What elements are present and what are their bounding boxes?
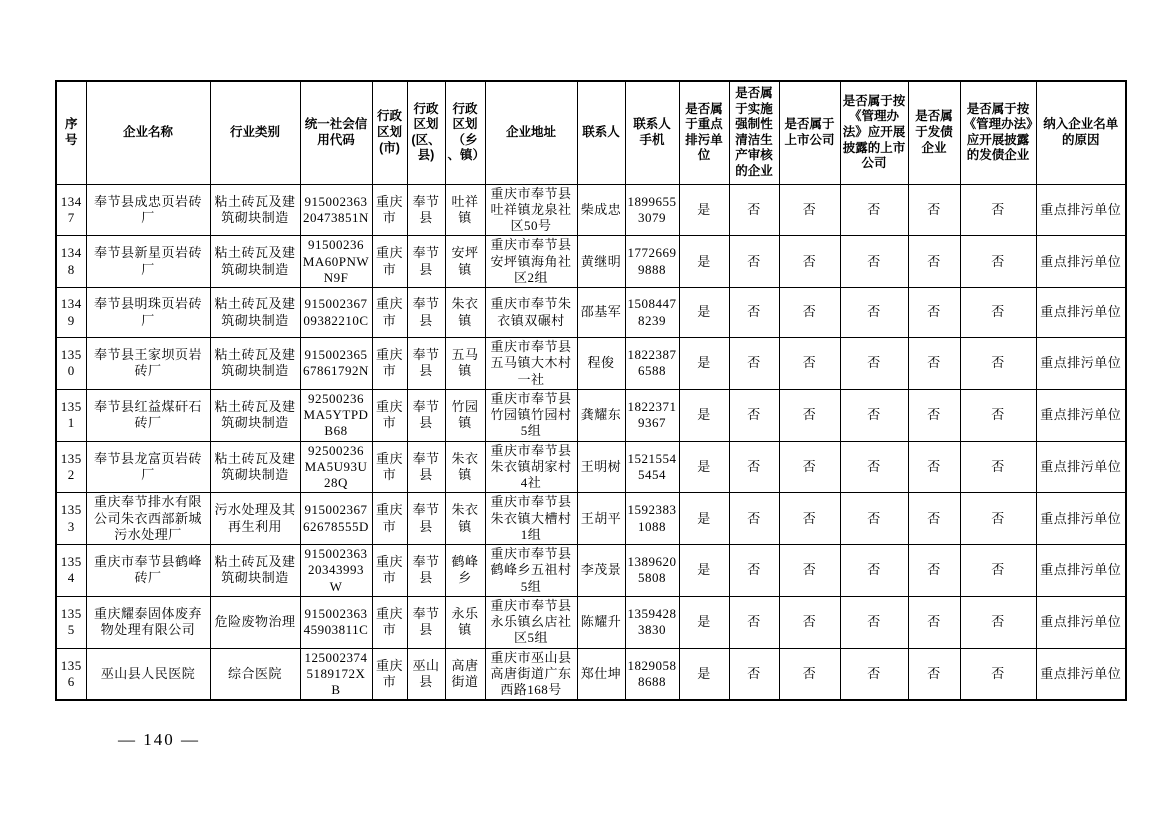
cell-is-key-pollutant-discharger: 是 [679,648,729,700]
cell-serial-number: 1348 [56,236,86,288]
cell-company-name: 重庆市奉节县鹤峰砖厂 [86,545,210,597]
cell-admin-division-city: 重庆市 [372,236,407,288]
cell-is-disclosure-listed-company: 否 [840,389,908,441]
cell-company-name: 奉节县明珠页岩砖厂 [86,288,210,338]
cell-is-bond-issuer: 否 [908,184,960,236]
cell-contact-phone: 13896205808 [625,545,679,597]
cell-contact-phone: 15215545454 [625,441,679,493]
cell-admin-division-district: 奉节县 [407,338,445,390]
table-row [56,389,1126,441]
cell-is-bond-issuer: 否 [908,288,960,338]
cell-is-listed-company: 否 [779,338,840,390]
header-credit-code: 统一社会信用代码 [300,81,372,184]
table-row [56,338,1126,390]
cell-credit-code: 91500236320473851N [300,184,372,236]
cell-admin-division-town: 永乐镇 [445,596,485,648]
cell-admin-division-city: 重庆市 [372,493,407,545]
header-is-disclosure-listed-company: 是否属于按《管理办法》应开展披露的上市公司 [840,81,908,184]
cell-is-bond-issuer: 否 [908,389,960,441]
header-row [56,81,1126,184]
cell-credit-code: 91500236320343993W [300,545,372,597]
table-body [56,184,1126,700]
header-contact-phone: 联系人手机 [625,81,679,184]
cell-company-name: 奉节县新星页岩砖厂 [86,236,210,288]
cell-admin-division-district: 奉节县 [407,493,445,545]
cell-company-address: 重庆市奉节县五马镇大木村一社 [485,338,577,390]
cell-industry-category: 粘土砖瓦及建筑砌块制造 [210,441,300,493]
cell-company-name: 巫山县人民医院 [86,648,210,700]
header-admin-division-town: 行政区划（乡、镇） [445,81,485,184]
header-company-address: 企业地址 [485,81,577,184]
cell-is-mandatory-clean-production-audit: 否 [729,184,779,236]
cell-is-bond-issuer: 否 [908,338,960,390]
cell-is-key-pollutant-discharger: 是 [679,389,729,441]
header-admin-division-district: 行政区划(区、县) [407,81,445,184]
cell-is-disclosure-bond-issuer: 否 [960,338,1036,390]
cell-reason-for-inclusion: 重点排污单位 [1036,648,1126,700]
cell-serial-number: 1351 [56,389,86,441]
cell-admin-division-town: 五马镇 [445,338,485,390]
cell-admin-division-district: 奉节县 [407,236,445,288]
cell-company-address: 重庆市巫山县高唐街道广东西路168号 [485,648,577,700]
cell-is-bond-issuer: 否 [908,596,960,648]
cell-is-bond-issuer: 否 [908,236,960,288]
cell-is-key-pollutant-discharger: 是 [679,236,729,288]
cell-contact-phone: 13594283830 [625,596,679,648]
cell-industry-category: 粘土砖瓦及建筑砌块制造 [210,288,300,338]
cell-admin-division-city: 重庆市 [372,184,407,236]
cell-admin-division-city: 重庆市 [372,338,407,390]
cell-admin-division-town: 安坪镇 [445,236,485,288]
cell-reason-for-inclusion: 重点排污单位 [1036,389,1126,441]
cell-is-mandatory-clean-production-audit: 否 [729,596,779,648]
cell-is-key-pollutant-discharger: 是 [679,184,729,236]
cell-contact-phone: 17726699888 [625,236,679,288]
cell-is-bond-issuer: 否 [908,441,960,493]
cell-admin-division-district: 奉节县 [407,288,445,338]
cell-reason-for-inclusion: 重点排污单位 [1036,338,1126,390]
cell-reason-for-inclusion: 重点排污单位 [1036,493,1126,545]
cell-is-disclosure-listed-company: 否 [840,545,908,597]
cell-company-address: 重庆市奉节县永乐镇幺店社区5组 [485,596,577,648]
cell-serial-number: 1352 [56,441,86,493]
cell-is-key-pollutant-discharger: 是 [679,441,729,493]
table-row [56,596,1126,648]
cell-contact-person: 程俊 [577,338,625,390]
cell-contact-phone: 18223719367 [625,389,679,441]
cell-is-disclosure-listed-company: 否 [840,648,908,700]
cell-credit-code: 91500236345903811C [300,596,372,648]
cell-admin-division-district: 奉节县 [407,596,445,648]
cell-credit-code: 91500236709382210C [300,288,372,338]
table-row [56,545,1126,597]
cell-industry-category: 粘土砖瓦及建筑砌块制造 [210,184,300,236]
cell-credit-code: 92500236MA5YTPDB68 [300,389,372,441]
cell-reason-for-inclusion: 重点排污单位 [1036,545,1126,597]
cell-company-address: 重庆市奉节县安坪镇海角社区2组 [485,236,577,288]
cell-company-address: 重庆市奉节县吐祥镇龙泉社区50号 [485,184,577,236]
cell-company-name: 奉节县红益煤矸石砖厂 [86,389,210,441]
cell-industry-category: 粘土砖瓦及建筑砌块制造 [210,236,300,288]
company-table [55,80,1127,701]
cell-industry-category: 危险废物治理 [210,596,300,648]
cell-is-mandatory-clean-production-audit: 否 [729,389,779,441]
cell-admin-division-town: 高唐街道 [445,648,485,700]
cell-contact-person: 李茂景 [577,545,625,597]
cell-is-disclosure-bond-issuer: 否 [960,184,1036,236]
cell-is-bond-issuer: 否 [908,648,960,700]
table-row [56,288,1126,338]
cell-credit-code: 91500236567861792N [300,338,372,390]
header-is-bond-issuer: 是否属于发债企业 [908,81,960,184]
cell-industry-category: 粘土砖瓦及建筑砌块制造 [210,545,300,597]
header-is-key-pollutant-discharger: 是否属于重点排污单位 [679,81,729,184]
cell-admin-division-city: 重庆市 [372,288,407,338]
cell-admin-division-city: 重庆市 [372,441,407,493]
cell-is-key-pollutant-discharger: 是 [679,596,729,648]
cell-is-listed-company: 否 [779,236,840,288]
cell-company-address: 重庆市奉节县竹园镇竹园村5组 [485,389,577,441]
cell-company-address: 重庆市奉节县鹤峰乡五祖村5组 [485,545,577,597]
cell-company-name: 奉节县龙富页岩砖厂 [86,441,210,493]
cell-admin-division-city: 重庆市 [372,648,407,700]
cell-is-listed-company: 否 [779,545,840,597]
header-contact-person: 联系人 [577,81,625,184]
cell-admin-division-town: 鹤峰乡 [445,545,485,597]
cell-serial-number: 1354 [56,545,86,597]
cell-admin-division-town: 竹园镇 [445,389,485,441]
cell-company-address: 重庆市奉节朱衣镇双碾村 [485,288,577,338]
cell-contact-person: 王胡平 [577,493,625,545]
cell-reason-for-inclusion: 重点排污单位 [1036,184,1126,236]
cell-industry-category: 综合医院 [210,648,300,700]
page-number: — 140 — [118,730,200,749]
header-company-name: 企业名称 [86,81,210,184]
cell-serial-number: 1356 [56,648,86,700]
cell-contact-person: 柴成忠 [577,184,625,236]
header-is-mandatory-clean-production-audit: 是否属于实施强制性清洁生产审核的企业 [729,81,779,184]
cell-admin-division-district: 奉节县 [407,545,445,597]
cell-industry-category: 污水处理及其再生利用 [210,493,300,545]
cell-admin-division-city: 重庆市 [372,545,407,597]
cell-is-listed-company: 否 [779,596,840,648]
table-row [56,493,1126,545]
cell-credit-code: 91500236MA60PNWN9F [300,236,372,288]
cell-is-disclosure-bond-issuer: 否 [960,493,1036,545]
cell-is-mandatory-clean-production-audit: 否 [729,545,779,597]
cell-company-name: 奉节县王家坝页岩砖厂 [86,338,210,390]
cell-is-disclosure-bond-issuer: 否 [960,596,1036,648]
cell-admin-division-town: 吐祥镇 [445,184,485,236]
cell-company-address: 重庆市奉节县朱衣镇胡家村4社 [485,441,577,493]
cell-is-disclosure-bond-issuer: 否 [960,389,1036,441]
cell-admin-division-city: 重庆市 [372,389,407,441]
cell-admin-division-town: 朱衣镇 [445,441,485,493]
table-row [56,648,1126,700]
cell-is-mandatory-clean-production-audit: 否 [729,648,779,700]
cell-contact-phone: 15084478239 [625,288,679,338]
header-is-listed-company: 是否属于上市公司 [779,81,840,184]
cell-is-key-pollutant-discharger: 是 [679,493,729,545]
cell-contact-person: 黄继明 [577,236,625,288]
header-is-disclosure-bond-issuer: 是否属于按《管理办法》应开展披露的发债企业 [960,81,1036,184]
cell-is-mandatory-clean-production-audit: 否 [729,338,779,390]
cell-admin-division-city: 重庆市 [372,596,407,648]
cell-industry-category: 粘土砖瓦及建筑砌块制造 [210,338,300,390]
cell-is-listed-company: 否 [779,389,840,441]
cell-credit-code: 92500236MA5U93U28Q [300,441,372,493]
cell-is-mandatory-clean-production-audit: 否 [729,441,779,493]
table-row [56,184,1126,236]
cell-reason-for-inclusion: 重点排污单位 [1036,236,1126,288]
cell-is-disclosure-bond-issuer: 否 [960,648,1036,700]
cell-is-disclosure-bond-issuer: 否 [960,441,1036,493]
cell-reason-for-inclusion: 重点排污单位 [1036,441,1126,493]
table-row [56,236,1126,288]
cell-is-listed-company: 否 [779,288,840,338]
cell-company-name: 重庆耀泰固体废弃物处理有限公司 [86,596,210,648]
table-header [56,81,1126,184]
cell-is-disclosure-bond-issuer: 否 [960,236,1036,288]
cell-reason-for-inclusion: 重点排污单位 [1036,596,1126,648]
cell-is-disclosure-listed-company: 否 [840,236,908,288]
cell-company-name: 奉节县成忠页岩砖厂 [86,184,210,236]
cell-contact-phone: 15923831088 [625,493,679,545]
cell-serial-number: 1347 [56,184,86,236]
cell-company-address: 重庆市奉节县朱衣镇大槽村1组 [485,493,577,545]
table-row [56,441,1126,493]
cell-serial-number: 1349 [56,288,86,338]
cell-is-disclosure-listed-company: 否 [840,596,908,648]
cell-industry-category: 粘土砖瓦及建筑砌块制造 [210,389,300,441]
cell-is-disclosure-bond-issuer: 否 [960,545,1036,597]
cell-is-disclosure-listed-company: 否 [840,338,908,390]
header-reason-for-inclusion: 纳入企业名单的原因 [1036,81,1126,184]
cell-contact-person: 王明树 [577,441,625,493]
cell-serial-number: 1350 [56,338,86,390]
cell-contact-person: 郑仕坤 [577,648,625,700]
cell-is-bond-issuer: 否 [908,493,960,545]
cell-is-disclosure-listed-company: 否 [840,441,908,493]
cell-admin-division-town: 朱衣镇 [445,493,485,545]
cell-contact-person: 龚耀东 [577,389,625,441]
cell-is-listed-company: 否 [779,184,840,236]
cell-is-mandatory-clean-production-audit: 否 [729,236,779,288]
header-industry-category: 行业类别 [210,81,300,184]
cell-is-mandatory-clean-production-audit: 否 [729,493,779,545]
cell-is-disclosure-bond-issuer: 否 [960,288,1036,338]
cell-contact-phone: 18223876588 [625,338,679,390]
cell-is-disclosure-listed-company: 否 [840,184,908,236]
cell-is-listed-company: 否 [779,648,840,700]
cell-admin-division-district: 奉节县 [407,441,445,493]
cell-is-disclosure-listed-company: 否 [840,493,908,545]
cell-is-listed-company: 否 [779,493,840,545]
cell-is-bond-issuer: 否 [908,545,960,597]
cell-company-name: 重庆奉节排水有限公司朱衣西部新城污水处理厂 [86,493,210,545]
cell-credit-code: 91500236762678555D [300,493,372,545]
cell-is-listed-company: 否 [779,441,840,493]
cell-contact-person: 陈耀升 [577,596,625,648]
cell-credit-code: 1250023745189172XB [300,648,372,700]
cell-contact-phone: 18290588688 [625,648,679,700]
cell-admin-division-town: 朱衣镇 [445,288,485,338]
header-serial-number: 序号 [56,81,86,184]
cell-admin-division-district: 巫山县 [407,648,445,700]
header-admin-division-city: 行政区划(市) [372,81,407,184]
cell-is-key-pollutant-discharger: 是 [679,338,729,390]
cell-admin-division-district: 奉节县 [407,184,445,236]
cell-is-disclosure-listed-company: 否 [840,288,908,338]
cell-admin-division-district: 奉节县 [407,389,445,441]
cell-is-mandatory-clean-production-audit: 否 [729,288,779,338]
cell-serial-number: 1353 [56,493,86,545]
cell-is-key-pollutant-discharger: 是 [679,288,729,338]
cell-contact-phone: 18996553079 [625,184,679,236]
cell-reason-for-inclusion: 重点排污单位 [1036,288,1126,338]
cell-is-key-pollutant-discharger: 是 [679,545,729,597]
cell-contact-person: 邵基军 [577,288,625,338]
cell-serial-number: 1355 [56,596,86,648]
